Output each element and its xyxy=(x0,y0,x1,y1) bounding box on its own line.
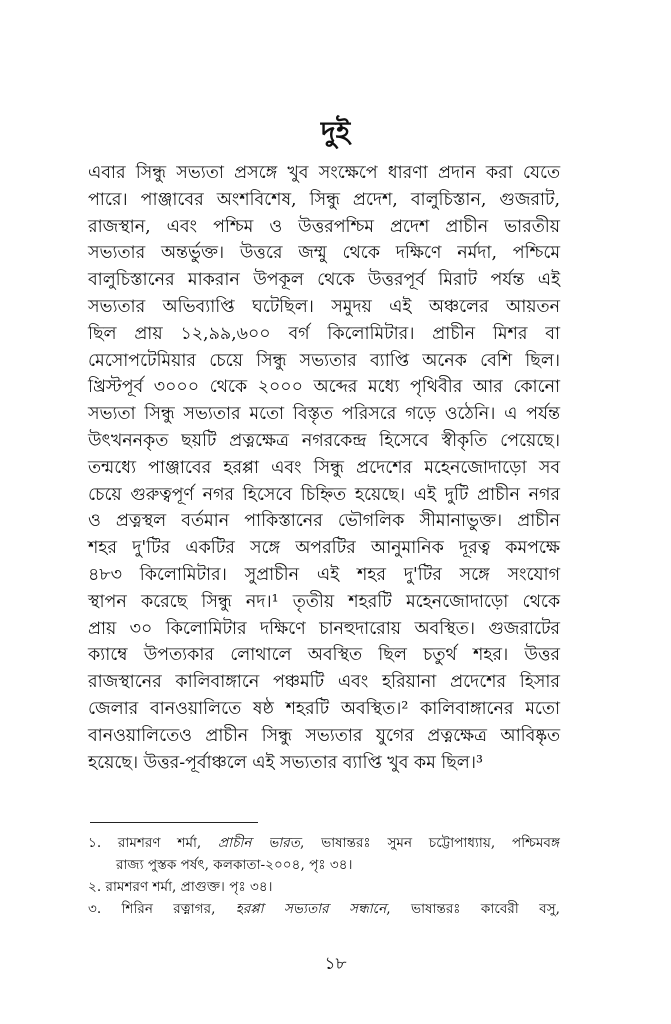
page-number: ১৮ xyxy=(324,954,347,974)
footnote-3-prefix: ৩. শিরিন রত্নাগর, xyxy=(88,901,236,917)
body-line: হয়েছে। উত্তর-পূর্বাঞ্চলে এই সভ্যতার ব্যাপ্তি খুব কম ছিল।³ xyxy=(88,752,483,773)
body-line: চেয়ে গুরুত্বপূর্ণ নগর হিসেবে চিহ্নিত হয়েছে। এই দুটি প্রাচীন নগর xyxy=(88,484,560,505)
body-line: স্থাপন করেছে সিন্ধু নদ।¹ তৃতীয় শহরটি মহেনজোদাড়ো থেকে xyxy=(88,591,560,612)
body-line: প্রায় ৩০ কিলোমিটার দক্ষিণে চানহুদারোয় অবস্থিত। গুজরাটের xyxy=(88,618,560,639)
body-line: বালুচিস্তানের মাকরান উপকূল থেকে উত্তরপূর্ব মিরাট পর্যন্ত এই xyxy=(88,270,560,291)
footnote-3 xyxy=(88,898,560,920)
footnotes xyxy=(88,832,560,920)
body-line: উৎখননকৃত ছয়টি প্রত্নক্ষেত্র নগরকেন্দ্র হিসেবে স্বীকৃতি পেয়েছে। xyxy=(88,430,560,451)
body-line: ক্যাম্বে উপত্যকার লোথালে অবস্থিত ছিল চতুর্থ শহর। উত্তর xyxy=(88,645,560,666)
body-line: সভ্যতা সিন্ধু সভ্যতার মতো বিস্তৃত পরিসরে গড়ে ওঠেনি। এ পর্যন্ত xyxy=(88,404,560,425)
body-line: রাজস্থান, এবং পশ্চিম ও উত্তরপশ্চিম প্রদেশ প্রাচীন ভারতীয় xyxy=(88,216,560,237)
footnote-1-title: প্রাচীন ভারত xyxy=(218,835,300,851)
body-line: বানওয়ালিতেও প্রাচীন সিন্ধু সভ্যতার যুগের প্রত্নক্ষেত্র আবিষ্কৃত xyxy=(88,725,560,746)
body-line: খ্রিস্টপূর্ব ৩০০০ থেকে ২০০০ অব্দের মধ্যে পৃথিবীর আর কোনো xyxy=(88,377,560,398)
footnote-1-suffix: , ভাষান্তরঃ সুমন চট্টোপাধ্যায়, পশ্চিমবঙ্গ xyxy=(299,835,560,851)
footnote-1-continuation: রাজ্য পুস্তক পর্ষৎ, কলকাতা-২০০৪, পৃঃ ৩৪। xyxy=(116,857,353,873)
body-line: ও প্রত্নস্থল বর্তমান পাকিস্তানের ভৌগলিক সীমানাভুক্ত। প্রাচীন xyxy=(88,511,560,532)
body-line: শহর দু'টির একটির সঙ্গে অপরটির আনুমানিক দূরত্ব কমপক্ষে xyxy=(88,538,560,559)
body-line: এবার সিন্ধু সভ্যতা প্রসঙ্গে খুব সংক্ষেপে ধারণা প্রদান করা যেতে xyxy=(88,163,560,183)
footnote-1 xyxy=(88,832,560,854)
body-line: ছিল প্রায় ১২,৯৯,৬০০ বর্গ কিলোমিটার। প্রাচীন মিশর বা xyxy=(88,323,560,344)
body-line: জেলার বানওয়ালিতে ষষ্ঠ শহরটি অবস্থিত।² কালিবাঙ্গানের মতো xyxy=(88,698,560,719)
body-line: সভ্যতার অন্তর্ভুক্ত। উত্তরে জম্মু থেকে দক্ষিণে নর্মদা, পশ্চিমে xyxy=(88,243,560,264)
body-line: পারে। পাঞ্জাবের অংশবিশেষ, সিন্ধু প্রদেশ, বালুচিস্তান, গুজরাট, xyxy=(88,189,560,210)
chapter-heading: দুই xyxy=(320,115,351,148)
body-line: ৪৮৩ কিলোমিটার। সুপ্রাচীন এই শহর দু'টির সঙ্গে সংযোগ xyxy=(88,564,560,585)
body-line: মেসোপটেমিয়ার চেয়ে সিন্ধু সভ্যতার ব্যাপ্তি অনেক বেশি ছিল। xyxy=(88,350,560,371)
body-line: তন্মধ্যে পাঞ্জাবের হরপ্পা এবং সিন্ধু প্রদেশের মহেনজোদাড়ো সব xyxy=(88,457,560,478)
footnote-2: ২. রামশরণ শর্মা, প্রাগুক্ত। পৃঃ ৩৪। xyxy=(88,879,273,895)
footnote-3-title: হরপ্পা সভ্যতার সন্ধানে xyxy=(235,901,387,917)
footnote-3-suffix: , ভাষান্তরঃ কাবেরী বসু, xyxy=(386,901,560,917)
body-paragraph xyxy=(88,160,560,776)
body-line: সভ্যতার অভিব্যাপ্তি ঘটেছিল। সমুদয় এই অঞ্চলের আয়তন xyxy=(88,296,560,317)
body-line: রাজস্থানের কালিবাঙ্গানে পঞ্চমটি এবং হরিয়ানা প্রদেশের হিসার xyxy=(88,672,560,693)
footnote-1-prefix: ১. রামশরণ শর্মা, xyxy=(88,835,219,851)
footnote-divider xyxy=(90,822,258,823)
